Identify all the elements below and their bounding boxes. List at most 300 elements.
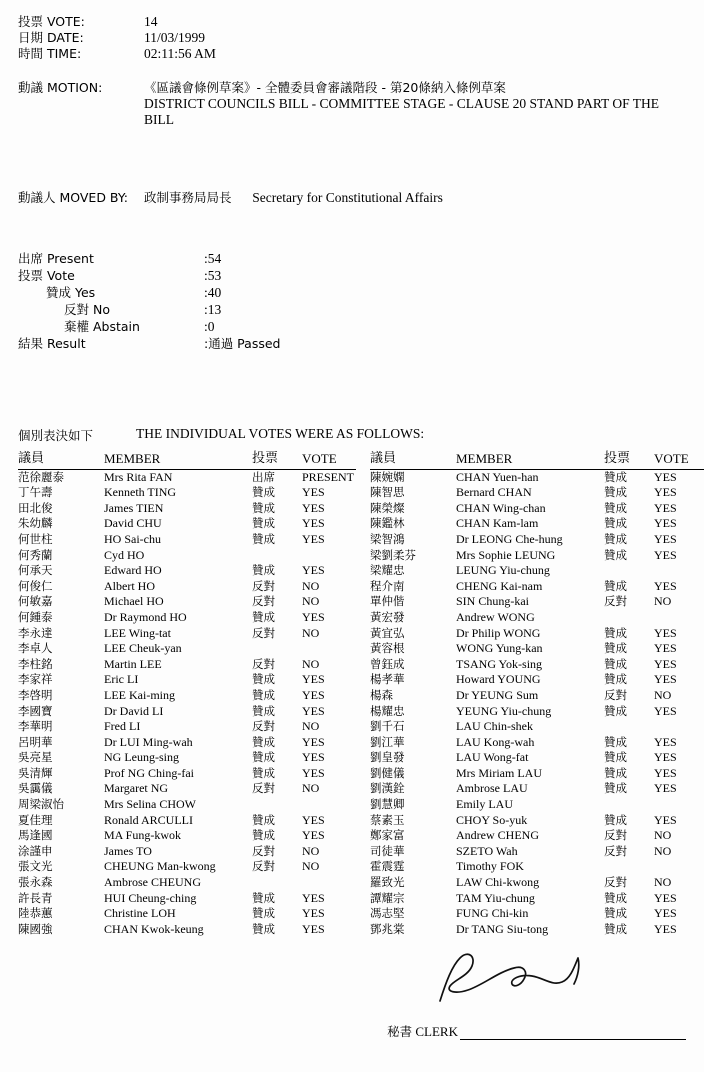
member-name-english: Timothy FOK xyxy=(456,859,524,874)
member-name-english: Margaret NG xyxy=(104,781,169,796)
votes-body-right xyxy=(370,469,704,937)
member-name-chinese: 劉漢銓 xyxy=(370,781,405,796)
member-name-english: FUNG Chi-kin xyxy=(456,906,529,921)
member-name-english: Bernard CHAN xyxy=(456,485,532,500)
vote-value-english: YES xyxy=(302,750,325,765)
member-name-chinese: 涂謹申 xyxy=(18,843,53,858)
vote-value-english: YES xyxy=(654,765,677,780)
vote-value-chinese: 贊成 xyxy=(604,750,627,765)
member-name-english: James TO xyxy=(104,843,152,858)
vote-value-chinese xyxy=(252,641,302,657)
vote-value-english: YES xyxy=(654,625,677,640)
vote-value-chinese: 反對 xyxy=(252,843,275,858)
table-row xyxy=(18,750,356,766)
table-row xyxy=(370,813,704,829)
vote-value-english: NO xyxy=(302,656,320,671)
member-name-chinese: 吳靄儀 xyxy=(18,781,53,796)
member-name-english: Prof NG Ching-fai xyxy=(104,765,194,780)
table-row xyxy=(370,875,704,891)
table-row xyxy=(18,485,356,501)
vote-value-chinese: 贊成 xyxy=(604,703,627,718)
table-row xyxy=(18,875,356,891)
yes-row xyxy=(18,284,686,301)
time-row xyxy=(18,46,686,62)
table-row xyxy=(18,688,356,704)
vote-value-english: YES xyxy=(302,812,325,827)
time-value: 02:11:56 AM xyxy=(144,46,216,61)
vote-value-chinese xyxy=(604,859,654,875)
vote-value-english xyxy=(302,797,356,813)
vote-value-english: NO xyxy=(654,687,672,702)
vote-value-english: YES xyxy=(302,828,325,843)
vote-value-chinese: 贊成 xyxy=(604,578,627,593)
vote-value-english: PRESENT xyxy=(302,469,355,484)
member-name-english: LEE Kai-ming xyxy=(104,687,175,702)
table-row xyxy=(18,501,356,517)
vote-value-english: YES xyxy=(302,906,325,921)
member-name-english: Dr LEONG Che-hung xyxy=(456,531,563,546)
vote-number-value: 14 xyxy=(144,14,158,29)
member-name-chinese: 楊森 xyxy=(370,687,393,702)
vote-value-english xyxy=(654,797,704,813)
vote-value-chinese: 贊成 xyxy=(252,750,275,765)
member-name-chinese: 馮志堅 xyxy=(370,906,405,921)
member-name-english: CHEUNG Man-kwong xyxy=(104,859,216,874)
vote-value-english: YES xyxy=(302,516,325,531)
member-name-english: Edward HO xyxy=(104,563,162,578)
table-row xyxy=(18,859,356,875)
table-row xyxy=(370,750,704,766)
header-member-cn-left: 議員 xyxy=(18,452,104,469)
member-name-chinese: 何承天 xyxy=(18,563,53,578)
vote-value-english: YES xyxy=(302,687,325,702)
table-row xyxy=(370,626,704,642)
vote-value-english: NO xyxy=(654,828,672,843)
votes-table-right xyxy=(370,452,704,937)
table-row xyxy=(370,501,704,517)
vote-value-english: NO xyxy=(302,625,320,640)
vote-value-chinese: 贊成 xyxy=(252,500,275,515)
member-name-chinese: 劉江華 xyxy=(370,734,405,749)
vote-value-chinese: 贊成 xyxy=(604,469,627,484)
member-name-chinese: 劉健儀 xyxy=(370,765,405,780)
vote-value-chinese: 反對 xyxy=(252,859,275,874)
individual-votes-heading xyxy=(18,426,686,444)
member-name-english: Christine LOH xyxy=(104,906,176,921)
table-row xyxy=(370,922,704,938)
member-name-chinese: 李華明 xyxy=(18,719,53,734)
member-name-english: Albert HO xyxy=(104,578,155,593)
member-name-chinese: 周梁淑怡 xyxy=(18,797,64,812)
table-row xyxy=(370,828,704,844)
member-name-chinese: 張永森 xyxy=(18,875,53,890)
member-name-chinese: 陳國強 xyxy=(18,921,53,936)
moved-by-value-chinese: 政制事務局局長 xyxy=(144,190,232,205)
vote-value-english: NO xyxy=(654,875,672,890)
member-name-chinese: 吳清輝 xyxy=(18,765,53,780)
vote-value-chinese: 反對 xyxy=(252,594,275,609)
present-label: 出席 Present xyxy=(18,251,94,266)
individual-heading-english: THE INDIVIDUAL VOTES WERE AS FOLLOWS: xyxy=(136,426,425,441)
member-name-chinese: 許長青 xyxy=(18,890,53,905)
votecount-value: :53 xyxy=(204,268,222,283)
no-value: :13 xyxy=(204,302,222,317)
member-name-chinese: 李家祥 xyxy=(18,672,53,687)
table-row xyxy=(370,579,704,595)
vote-value-english xyxy=(654,859,704,875)
table-row xyxy=(370,610,704,626)
result-value: :通過 Passed xyxy=(204,336,281,351)
member-name-chinese: 單仲偕 xyxy=(370,594,405,609)
member-name-chinese: 蔡素玉 xyxy=(370,812,405,827)
votes-column-right xyxy=(360,452,704,937)
member-name-chinese: 梁劉柔芬 xyxy=(370,547,416,562)
member-name-chinese: 譚耀宗 xyxy=(370,890,405,905)
yes-value: :40 xyxy=(204,285,222,300)
motion-text-english-line1: DISTRICT COUNCILS BILL - COMMITTEE STAGE - CLAUSE 20 STAND PART OF THE xyxy=(144,96,660,111)
member-name-chinese: 丁午壽 xyxy=(18,485,53,500)
member-name-chinese: 楊孝華 xyxy=(370,672,405,687)
member-name-chinese: 李啓明 xyxy=(18,687,53,702)
member-name-chinese: 范徐麗泰 xyxy=(18,469,64,484)
vote-value-chinese: 贊成 xyxy=(604,781,627,796)
member-name-chinese: 李卓人 xyxy=(18,641,53,656)
table-row xyxy=(370,563,704,579)
vote-value-chinese xyxy=(252,548,302,564)
motion-label: 動議 MOTION: xyxy=(18,80,103,95)
member-name-english: CHENG Kai-nam xyxy=(456,578,543,593)
member-name-english: Mrs Sophie LEUNG xyxy=(456,547,556,562)
vote-value-english: YES xyxy=(654,531,677,546)
vote-value-english: YES xyxy=(302,765,325,780)
votes-column-left xyxy=(18,452,356,937)
vote-value-chinese: 反對 xyxy=(252,781,275,796)
table-header-row xyxy=(18,452,356,469)
vote-number-row xyxy=(18,14,686,30)
moved-by-block xyxy=(18,190,686,206)
moved-by-value xyxy=(144,190,686,206)
motion-text xyxy=(144,80,664,128)
vote-value-chinese: 反對 xyxy=(252,578,275,593)
vote-value-chinese: 贊成 xyxy=(252,828,275,843)
date-value: 11/03/1999 xyxy=(144,30,206,45)
member-name-english: Dr Raymond HO xyxy=(104,609,187,624)
table-row xyxy=(18,704,356,720)
no-row xyxy=(18,301,686,318)
table-row xyxy=(18,844,356,860)
table-row xyxy=(370,906,704,922)
vote-value-chinese: 反對 xyxy=(252,625,275,640)
table-row xyxy=(370,594,704,610)
member-name-chinese: 司徒華 xyxy=(370,843,405,858)
date-label: 日期 DATE: xyxy=(18,30,84,45)
vote-value-english: YES xyxy=(654,812,677,827)
member-name-english: Mrs Selina CHOW xyxy=(104,797,196,812)
member-name-english: Mrs Miriam LAU xyxy=(456,765,542,780)
vote-value-english: YES xyxy=(302,500,325,515)
table-row xyxy=(370,485,704,501)
present-value: :54 xyxy=(204,251,222,266)
vote-value-english: YES xyxy=(302,563,325,578)
table-row xyxy=(18,563,356,579)
clerk-signature-line xyxy=(387,1022,686,1040)
member-name-english: LAU Kong-wah xyxy=(456,734,535,749)
member-name-chinese: 陳鑑林 xyxy=(370,516,405,531)
vote-value-chinese xyxy=(604,610,654,626)
vote-value-english: YES xyxy=(302,485,325,500)
table-row xyxy=(370,688,704,704)
member-name-english: Dr David LI xyxy=(104,703,164,718)
motion-text-english-line2: BILL xyxy=(144,112,174,127)
vote-tally xyxy=(18,250,686,352)
vote-value-english: YES xyxy=(654,641,677,656)
vote-value-chinese: 贊成 xyxy=(604,921,627,936)
votecount-row xyxy=(18,267,686,284)
table-row xyxy=(370,516,704,532)
member-name-chinese: 呂明華 xyxy=(18,734,53,749)
vote-value-english xyxy=(302,548,356,564)
member-name-english: HO Sai-chu xyxy=(104,531,161,546)
member-name-english: WONG Yung-kan xyxy=(456,641,543,656)
vote-value-english: NO xyxy=(302,843,320,858)
member-name-english: Dr Philip WONG xyxy=(456,625,541,640)
member-name-chinese: 劉千石 xyxy=(370,719,405,734)
member-name-english: CHAN Kam-lam xyxy=(456,516,539,531)
abstain-row xyxy=(18,318,686,335)
vote-value-chinese: 贊成 xyxy=(604,890,627,905)
table-row xyxy=(18,641,356,657)
vote-value-chinese: 贊成 xyxy=(252,531,275,546)
votecount-label: 投票 Vote xyxy=(18,268,75,283)
table-row xyxy=(18,906,356,922)
clerk-rule xyxy=(460,1026,686,1040)
vote-value-chinese: 贊成 xyxy=(604,656,627,671)
member-name-chinese: 朱幼麟 xyxy=(18,516,53,531)
clerk-label: 秘書 CLERK xyxy=(387,1024,458,1039)
member-name-english: Eric LI xyxy=(104,672,139,687)
vote-value-english: NO xyxy=(302,719,320,734)
vote-value-english: YES xyxy=(654,890,677,905)
votes-table xyxy=(18,451,689,937)
vote-value-chinese: 反對 xyxy=(604,594,627,609)
member-name-english: Kenneth TING xyxy=(104,485,177,500)
table-row xyxy=(18,672,356,688)
member-name-english: Andrew CHENG xyxy=(456,828,539,843)
vote-value-english: YES xyxy=(654,921,677,936)
table-row xyxy=(370,891,704,907)
table-row xyxy=(370,469,704,485)
table-row xyxy=(18,626,356,642)
vote-value-chinese: 贊成 xyxy=(604,812,627,827)
member-name-chinese: 梁耀忠 xyxy=(370,563,405,578)
member-name-chinese: 劉慧卿 xyxy=(370,797,405,812)
vote-value-chinese: 贊成 xyxy=(252,703,275,718)
vote-value-english: YES xyxy=(654,547,677,562)
member-name-english: Dr YEUNG Sum xyxy=(456,687,539,702)
table-row xyxy=(370,797,704,813)
member-name-english: CHOY So-yuk xyxy=(456,812,528,827)
member-name-english: Martin LEE xyxy=(104,656,162,671)
time-label: 時間 TIME: xyxy=(18,46,82,61)
vote-value-english: YES xyxy=(654,578,677,593)
member-name-english: CHAN Yuen-han xyxy=(456,469,539,484)
header-vote-cn-right: 投票 xyxy=(604,452,654,469)
member-name-chinese: 黃宜弘 xyxy=(370,625,405,640)
member-name-english: MA Fung-kwok xyxy=(104,828,182,843)
vote-value-chinese: 贊成 xyxy=(604,500,627,515)
table-row xyxy=(18,828,356,844)
member-name-english: LEUNG Yiu-chung xyxy=(456,563,550,578)
vote-value-chinese: 反對 xyxy=(252,656,275,671)
member-name-chinese: 梁智鴻 xyxy=(370,531,405,546)
header-vote-cn-left: 投票 xyxy=(252,452,302,469)
vote-value-english xyxy=(654,563,704,579)
motion-text-chinese: 《區議會條例草案》- 全體委員會審議階段 - 第20條納入條例草案 xyxy=(144,80,506,95)
vote-value-chinese: 贊成 xyxy=(604,531,627,546)
vote-value-chinese: 反對 xyxy=(604,843,627,858)
vote-value-chinese: 贊成 xyxy=(252,812,275,827)
member-name-chinese: 李永達 xyxy=(18,625,53,640)
member-name-chinese: 程介南 xyxy=(370,578,405,593)
vote-value-chinese: 贊成 xyxy=(252,765,275,780)
member-name-chinese: 李國寶 xyxy=(18,703,53,718)
member-name-english: Dr TANG Siu-tong xyxy=(456,921,549,936)
member-name-chinese: 陳智思 xyxy=(370,485,405,500)
vote-value-english xyxy=(302,875,356,891)
header-member-en-left: MEMBER xyxy=(104,452,252,469)
vote-value-english: YES xyxy=(302,921,325,936)
member-name-chinese: 何鍾泰 xyxy=(18,609,53,624)
table-row xyxy=(18,813,356,829)
table-row xyxy=(18,781,356,797)
table-row xyxy=(370,704,704,720)
vote-value-chinese: 贊成 xyxy=(252,609,275,624)
member-name-chinese: 馬逢國 xyxy=(18,828,53,843)
vote-value-english: YES xyxy=(654,672,677,687)
vote-value-chinese: 贊成 xyxy=(252,563,275,578)
member-name-chinese: 張文光 xyxy=(18,859,53,874)
vote-value-chinese: 贊成 xyxy=(604,547,627,562)
moved-by-label: 動議人 MOVED BY: xyxy=(18,190,129,205)
vote-value-chinese: 贊成 xyxy=(252,906,275,921)
member-name-english: YEUNG Yiu-chung xyxy=(456,703,552,718)
signature-area xyxy=(0,938,704,1058)
member-name-chinese: 霍震霆 xyxy=(370,859,405,874)
vote-value-chinese: 反對 xyxy=(604,828,627,843)
vote-value-english xyxy=(654,719,704,735)
vote-value-english: YES xyxy=(654,906,677,921)
table-row xyxy=(18,469,356,485)
member-name-chinese: 何俊仁 xyxy=(18,578,53,593)
table-row xyxy=(18,610,356,626)
vote-value-chinese: 贊成 xyxy=(252,687,275,702)
member-name-english: Dr LUI Ming-wah xyxy=(104,734,193,749)
member-name-chinese: 夏佳理 xyxy=(18,812,53,827)
member-name-chinese: 何秀蘭 xyxy=(18,547,53,562)
member-name-english: Andrew WONG xyxy=(456,609,535,624)
individual-heading-chinese: 個別表決如下 xyxy=(18,428,94,443)
vote-value-chinese: 反對 xyxy=(604,687,627,702)
member-name-english: TAM Yiu-chung xyxy=(456,890,535,905)
vote-value-english: YES xyxy=(654,500,677,515)
vote-value-english: YES xyxy=(654,485,677,500)
vote-value-english: NO xyxy=(654,594,672,609)
vote-value-english: YES xyxy=(654,656,677,671)
vote-value-chinese: 贊成 xyxy=(252,485,275,500)
vote-value-chinese: 反對 xyxy=(252,719,275,734)
header-member-en-right: MEMBER xyxy=(456,452,604,469)
member-name-chinese: 何世柱 xyxy=(18,531,53,546)
table-row xyxy=(18,579,356,595)
member-name-chinese: 鄭家富 xyxy=(370,828,405,843)
member-name-english: SZETO Wah xyxy=(456,843,518,858)
present-row xyxy=(18,250,686,267)
vote-value-english: YES xyxy=(654,781,677,796)
member-name-english: Emily LAU xyxy=(456,797,513,812)
vote-value-chinese: 出席 xyxy=(252,469,275,484)
table-row xyxy=(18,594,356,610)
member-name-english: Michael HO xyxy=(104,594,164,609)
vote-value-english: YES xyxy=(654,703,677,718)
member-name-english: LAU Wong-fat xyxy=(456,750,529,765)
table-row xyxy=(18,657,356,673)
member-name-chinese: 吳亮星 xyxy=(18,750,53,765)
vote-value-english: YES xyxy=(302,734,325,749)
vote-value-english: YES xyxy=(654,734,677,749)
abstain-label: 棄權 Abstain xyxy=(64,319,140,334)
member-name-chinese: 陳婉嫻 xyxy=(370,469,405,484)
vote-value-chinese: 贊成 xyxy=(604,734,627,749)
vote-value-english: YES xyxy=(302,609,325,624)
vote-value-chinese: 贊成 xyxy=(252,921,275,936)
member-name-english: LAU Chin-shek xyxy=(456,719,533,734)
vote-value-chinese: 贊成 xyxy=(604,906,627,921)
vote-value-english: YES xyxy=(302,672,325,687)
member-name-chinese: 鄧兆棠 xyxy=(370,921,405,936)
member-name-chinese: 曾鈺成 xyxy=(370,656,405,671)
member-name-english: David CHU xyxy=(104,516,162,531)
member-name-chinese: 田北俊 xyxy=(18,500,53,515)
table-row xyxy=(370,781,704,797)
motion-block xyxy=(18,80,686,128)
header-vote-en-left: VOTE xyxy=(302,452,356,469)
member-name-english: LAW Chi-kwong xyxy=(456,875,540,890)
vote-value-english xyxy=(302,641,356,657)
table-row xyxy=(370,735,704,751)
member-name-chinese: 黃容根 xyxy=(370,641,405,656)
vote-value-chinese: 贊成 xyxy=(604,516,627,531)
vote-value-chinese: 贊成 xyxy=(604,625,627,640)
table-row xyxy=(18,891,356,907)
vote-value-english: NO xyxy=(302,594,320,609)
member-name-english: NG Leung-sing xyxy=(104,750,179,765)
abstain-value: :0 xyxy=(204,319,215,334)
result-label: 結果 Result xyxy=(18,336,86,351)
vote-value-english: NO xyxy=(302,859,320,874)
vote-value-chinese: 贊成 xyxy=(252,672,275,687)
vote-value-chinese: 贊成 xyxy=(252,734,275,749)
vote-value-chinese: 反對 xyxy=(604,875,627,890)
vote-value-chinese xyxy=(604,719,654,735)
member-name-english: Howard YOUNG xyxy=(456,672,541,687)
table-row xyxy=(370,641,704,657)
signature-icon xyxy=(428,946,608,1006)
member-name-english: James TIEN xyxy=(104,500,164,515)
member-name-english: LEE Wing-tat xyxy=(104,625,171,640)
vote-value-chinese xyxy=(252,875,302,891)
votes-body-left xyxy=(18,469,356,937)
member-name-english: Ambrose LAU xyxy=(456,781,528,796)
